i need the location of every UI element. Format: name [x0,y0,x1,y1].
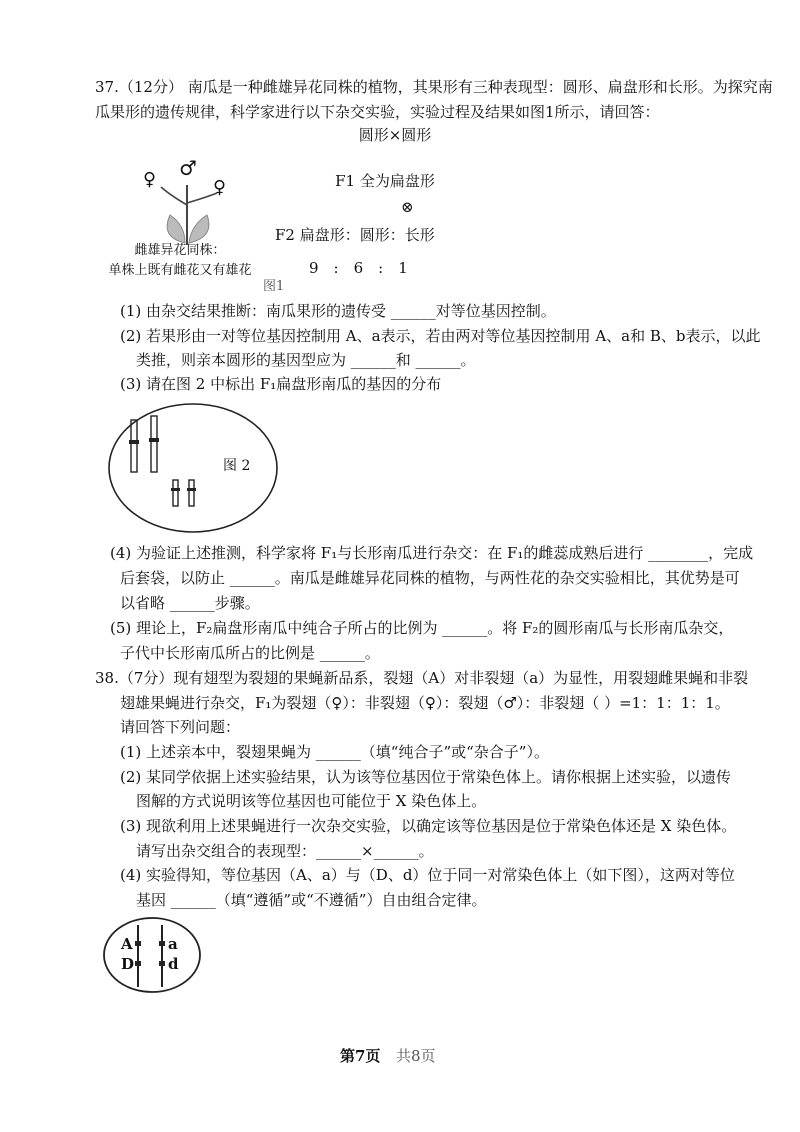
gene-label-d: d [168,955,179,973]
cross-ratio: 9 : 6 : 1 [309,259,408,277]
q38-sub2-line2: 图解的方式说明该等位基因也可能位于 X 染色体上。 [136,792,487,810]
q37-sub2-line1: (2) 若果形由一对等位基因控制用 A、a表示，若由两对等位基因控制用 A、a和 B、b表示，以此 [120,327,761,345]
q38-sub4-line1: (4) 实验得知，等位基因（A、a）与（D、d）位于同一对常染色体上（如下图），这两对等位 [120,866,735,884]
q38-sub3-line1: (3) 现欲利用上述果蝇进行一次杂交实验，以确定该等位基因是位于常染色体还是 X 染色体。 [120,817,737,835]
q38-line2: 翅雄果蝇进行杂交，F₁为裂翅（♀）：非裂翅（♀）：裂翅（♂）：非裂翅（ ）=1：1：1：1。 [120,694,730,712]
selfing-symbol: ⊗ [401,198,414,216]
q37-sub4-line3: 以省略 ______步骤。 [120,594,260,612]
plant-illustration [115,145,255,255]
figure-linked-genes [100,915,210,995]
male-symbol-icon: ♂ [179,156,197,180]
cell-outline [109,404,277,532]
female-symbol-icon: ♀ [143,169,157,190]
figure-2-label: 图 2 [223,458,251,474]
q37-line1: 37.（12分） 南瓜是一种雌雄异花同株的植物，其果形有三种表现型：圆形、扁盘形和长形。为探究南 [95,78,773,96]
q37-sub3: (3) 请在图 2 中标出 F₁扁盘形南瓜的基因的分布 [120,375,442,393]
centromere-right [149,438,159,442]
q37-sub4-line1: (4) 为验证上述推测，科学家将 F₁与长形南瓜进行杂交：在 F₁的雌蕊成熟后进行 ________，完成 [110,544,754,562]
q38-sub2-line1: (2) 某同学依据上述实验结果，认为该等位基因位于常染色体上。请你根据上述实验，以遗传 [120,768,732,786]
cross-parents: 圆形×圆形 [358,126,432,144]
q37-sub5-line2: 子代中长形南瓜所占的比例是 ______。 [120,644,380,662]
chromosome-short-left [173,480,178,506]
q38-sub3-line2: 请写出杂交组合的表现型：______×______。 [136,842,434,860]
q38-sub1: (1) 上述亲本中，裂翅果蝇为 ______（填“纯合子”或“杂合子”）。 [120,743,549,761]
q37-sub1: (1) 由杂交结果推断：南瓜果形的遗传受 ______对等位基因控制。 [120,302,556,320]
q37-sub5-line1: (5) 理论上，F₂扁盘形南瓜中纯合子所占的比例为 ______。将 F₂的圆形南瓜与长形南瓜杂交， [110,619,734,637]
q38-line1: 38.（7分）现有翅型为裂翅的果蝇新品系，裂翅（A）对非裂翅（a）为显性，用裂翅雌果蝇和非裂 [95,669,749,687]
q38-sub4-line2: 基因 ______（填“遵循”或“不遵循”）自由组合定律。 [136,891,487,909]
centromere-left [129,440,139,444]
cell-outline-2 [104,918,200,992]
gene-label-a: a [168,935,178,953]
figure-1-label: 图1 [263,279,285,294]
q38-line3: 请回答下列问题： [120,718,241,736]
cross-f2: F2 扁盘形：圆形：长形 [275,226,435,244]
figure-2 [105,400,305,535]
plant-caption-2: 单株上既有雌花又有雄花 [108,263,252,278]
chromosome-long-left [131,420,137,472]
female-symbol-icon-2: ♀ [213,177,227,198]
page-total: 共8页 [396,1047,436,1065]
cross-f1: F1 全为扁盘形 [335,172,435,190]
chromosome-long-right [151,416,157,472]
plant-caption-1: 雌雄异花同株： [134,243,226,258]
q37-sub4-line2: 后套袋，以防止 ______。南瓜是雌雄异花同株的植物，与两性花的杂交实验相比，其优势是可 [120,569,740,587]
gene-label-A: A [121,935,133,953]
page-number: 第7页 [340,1047,381,1065]
gene-label-D: D [121,955,135,973]
figure-1 [95,120,655,295]
q37-sub2-line2: 类推，则亲本圆形的基因型应为 ______和 ______。 [136,351,476,369]
q37-line2: 瓜果形的遗传规律，科学家进行以下杂交实验，实验过程及结果如图1所示，请回答： [95,103,660,121]
chromosome-short-right [189,480,194,506]
